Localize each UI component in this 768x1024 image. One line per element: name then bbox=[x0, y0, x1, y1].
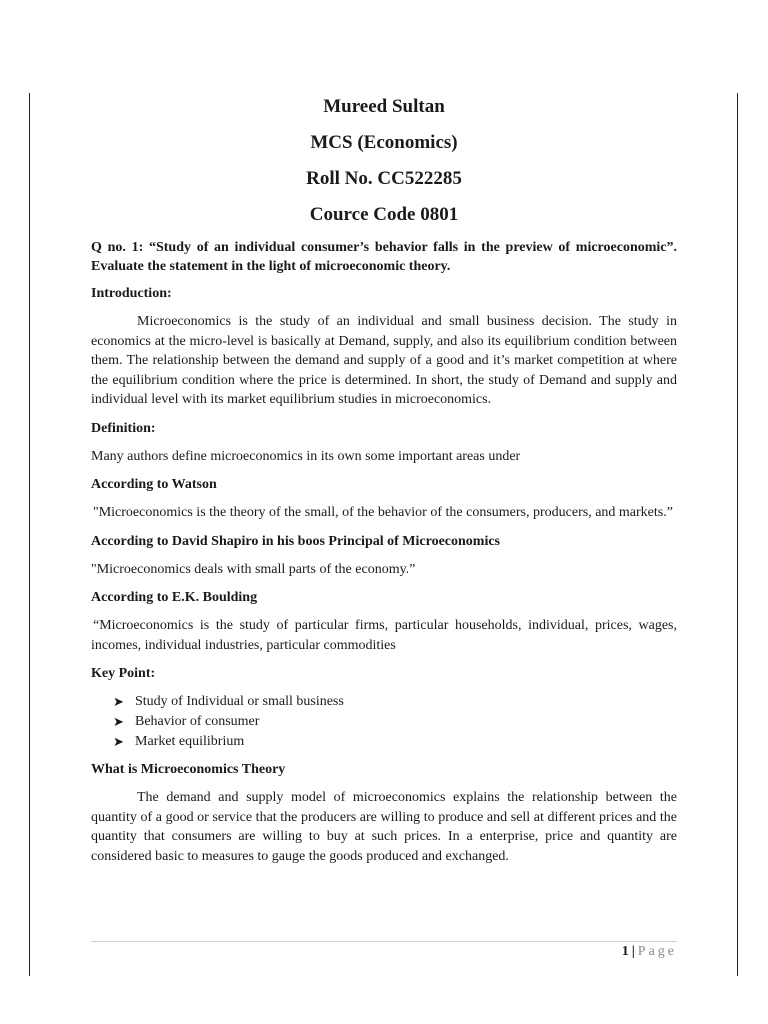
introduction-paragraph: Microeconomics is the study of an individual and small business decision. The study in economics at the micro-level is basically at Demand, supply, and also its equilibrium condition between them. The relationship between the demand and supply of a good and it’s market competition at where the equilibrium condition where the price is determined. In short, the study of Demand and supply and individual level with its market equilibrium studies in microeconomics. bbox=[91, 314, 677, 407]
key-point-heading: Key Point: bbox=[91, 666, 156, 681]
definition-paragraph: Many authors define microeconomics in its own some important areas under bbox=[91, 448, 521, 464]
footer-divider bbox=[91, 941, 677, 942]
page-footer bbox=[622, 943, 677, 961]
introduction-heading: Introduction: bbox=[91, 286, 172, 301]
shapiro-heading: According to David Shapiro in his boos Principal of Microeconomics bbox=[91, 533, 500, 549]
document-body bbox=[91, 95, 677, 875]
author-name: Mureed Sultan bbox=[323, 96, 445, 117]
boulding-heading: According to E.K. Boulding bbox=[91, 590, 258, 605]
question-text: Q no. 1: “Study of an individual consumer’s behavior falls in the preview of microeconomic”. Evaluate the statement in the light of microeconomic theory. bbox=[91, 240, 677, 274]
arrow-bullet-icon: ➤ bbox=[113, 714, 124, 729]
theory-paragraph: The demand and supply model of microeconomics explains the relationship between the quantity of a good or service that the producers are willing to produce and sell at different prices and the quantity that consumers are willing to buy at such prices. In a enterprise, price and quantity are considered basic to measures to gauge the goods produced and exchanged. bbox=[91, 790, 677, 864]
arrow-bullet-icon: ➤ bbox=[113, 734, 124, 749]
footer-separator: | bbox=[631, 944, 635, 959]
definition-heading: Definition: bbox=[91, 420, 156, 436]
list-item bbox=[113, 732, 677, 752]
list-item bbox=[113, 692, 677, 712]
watson-heading: According to Watson bbox=[91, 477, 217, 492]
course-code: Cource Code 0801 bbox=[309, 204, 459, 225]
program-title: MCS (Economics) bbox=[310, 132, 458, 153]
page-label: Page bbox=[637, 944, 677, 959]
page-border-right bbox=[737, 93, 738, 976]
list-item bbox=[113, 712, 677, 732]
list-item-label: Study of Individual or small business bbox=[135, 694, 344, 709]
theory-heading: What is Microeconomics Theory bbox=[91, 762, 286, 777]
boulding-quote: “Microeconomics is the study of particular firms, particular households, individual, prices, wages, incomes, individual industries, particular commodities bbox=[91, 618, 677, 653]
roll-number: Roll No. CC522285 bbox=[306, 168, 462, 189]
watson-quote: "Microeconomics is the theory of the small, of the behavior of the consumers, producers, and markets.” bbox=[93, 505, 673, 520]
page-number: 1 bbox=[621, 944, 629, 959]
list-item-label: Behavior of consumer bbox=[135, 714, 260, 729]
key-point-list bbox=[91, 692, 677, 752]
page-border-left bbox=[29, 93, 30, 976]
list-item-label: Market equilibrium bbox=[135, 734, 245, 749]
shapiro-quote: "Microeconomics deals with small parts of the economy.” bbox=[91, 561, 416, 577]
arrow-bullet-icon: ➤ bbox=[113, 694, 124, 709]
